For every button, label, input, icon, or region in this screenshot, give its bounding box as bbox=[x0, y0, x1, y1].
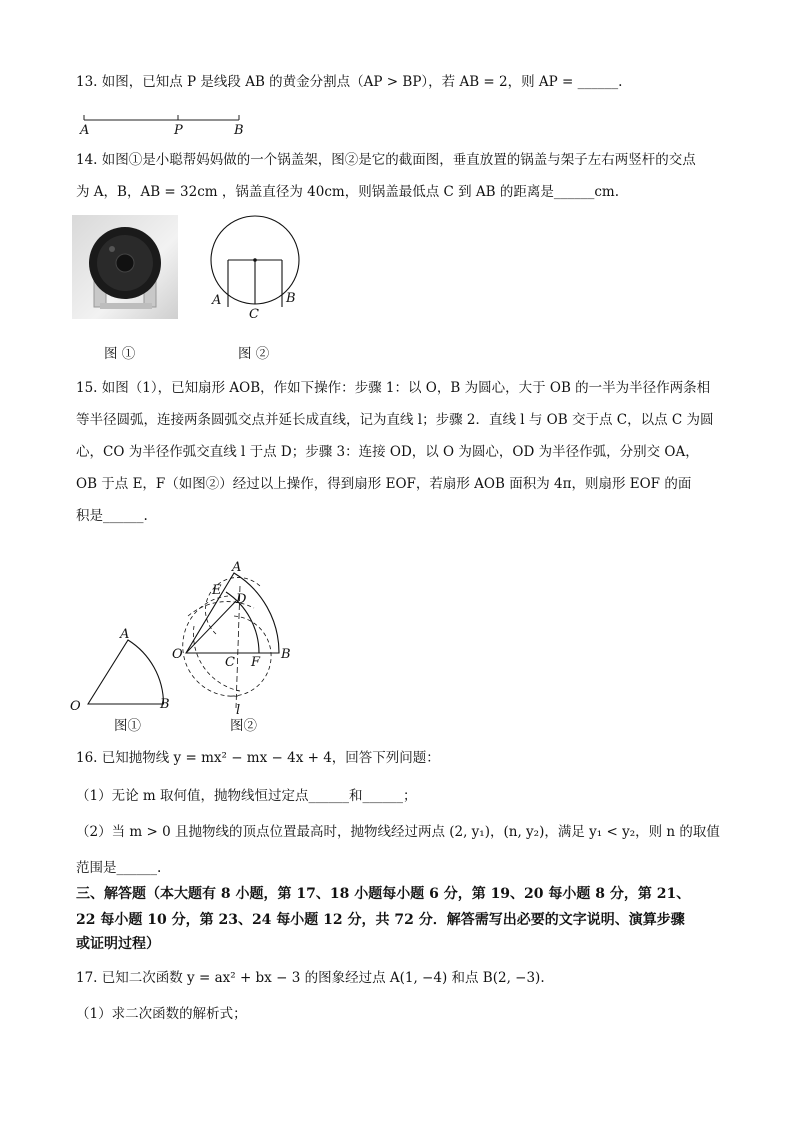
pot-lid-photo-drawing bbox=[72, 215, 178, 319]
q13-label-a: A bbox=[80, 123, 90, 136]
section3-line3: 或证明过程） bbox=[76, 936, 160, 952]
q15-fig2-label-d: D bbox=[236, 592, 247, 607]
q13-label-b: B bbox=[234, 123, 244, 136]
q15-caption-2: 图② bbox=[230, 718, 257, 734]
q15-fig2-label-l: l bbox=[236, 703, 241, 716]
pot-lid-photo bbox=[72, 215, 178, 319]
q15-fig2-label-b: B bbox=[281, 647, 291, 662]
section3-line1: 三、解答题（本大题有 8 小题，第 17、18 小题每小题 6 分，第 19、20 每小题 8 分，第 21、 bbox=[76, 886, 691, 902]
q13-text: 13. 如图，已知点 P 是线段 AB 的黄金分割点（AP > BP），若 AB = 2，则 AP = ______. bbox=[76, 74, 623, 90]
q15-fig2-label-f: F bbox=[251, 655, 261, 670]
q15-sector-figure-2 bbox=[168, 556, 308, 716]
q13-label-p: P bbox=[174, 123, 183, 136]
q15-fig2-label-o: O bbox=[172, 647, 183, 662]
q14-label-a: A bbox=[212, 293, 222, 308]
q15-caption-1: 图① bbox=[114, 718, 141, 734]
q14-caption-2: 图 ② bbox=[238, 346, 270, 362]
q13-segment-figure bbox=[74, 108, 254, 136]
q15-fig2-label-c: C bbox=[225, 655, 235, 670]
q16-line4: 范围是______. bbox=[76, 860, 162, 876]
q14-cross-section-figure bbox=[200, 212, 310, 324]
q14-label-b: B bbox=[286, 291, 296, 306]
q15-line3: 心，CO 为半径作弧交直线 l 于点 D；步骤 3：连接 OD，以 O 为圆心，OD 为半径作弧，分别交 OA， bbox=[76, 444, 699, 460]
q16-line3: （2）当 m > 0 且抛物线的顶点位置最高时，抛物线经过两点 (2, y₁)，(n, y₂)，满足 y₁ < y₂，则 n 的取值 bbox=[76, 824, 720, 840]
q15-fig2-label-a: A bbox=[232, 560, 242, 575]
q14-label-c: C bbox=[249, 307, 259, 322]
q15-fig1-label-a: A bbox=[120, 627, 130, 642]
q14-line2: 为 A，B，AB = 32cm ，锅盖直径为 40cm，则锅盖最低点 C 到 AB 的距离是______cm. bbox=[76, 184, 620, 200]
q14-line1: 14. 如图①是小聪帮妈妈做的一个锅盖架，图②是它的截面图，垂直放置的锅盖与架子左右两竖杆的交点 bbox=[76, 152, 696, 168]
q16-line1: 16. 已知抛物线 y = mx² − mx − 4x + 4，回答下列问题： bbox=[76, 750, 440, 766]
q14-caption-1: 图 ① bbox=[104, 346, 136, 362]
q17-line2: （1）求二次函数的解析式； bbox=[76, 1006, 247, 1022]
q15-sector-figure-1 bbox=[64, 620, 184, 716]
q15-line5: 积是______. bbox=[76, 508, 148, 524]
q15-line4: OB 于点 E，F（如图②）经过以上操作，得到扇形 EOF，若扇形 AOB 面积为 4π，则扇形 EOF 的面 bbox=[76, 476, 692, 492]
q15-fig1-label-o: O bbox=[70, 699, 81, 714]
q15-fig1-label-b: B bbox=[160, 697, 170, 712]
q15-fig2-label-e: E bbox=[212, 583, 222, 598]
section3-line2: 22 每小题 10 分，第 23、24 每小题 12 分，共 72 分．解答需写出必要的文字说明、演算步骤 bbox=[76, 912, 685, 928]
q15-line2: 等半径圆弧，连接两条圆弧交点并延长成直线，记为直线 l；步骤 2．直线 l 与 OB 交于点 C，以点 C 为圆 bbox=[76, 412, 714, 428]
q16-line2: （1）无论 m 取何值，抛物线恒过定点______和______； bbox=[76, 788, 417, 804]
q15-line1: 15. 如图（1），已知扇形 AOB，作如下操作：步骤 1：以 O，B 为圆心，大于 OB 的一半为半径作两条相 bbox=[76, 380, 711, 396]
q17-line1: 17. 已知二次函数 y = ax² + bx − 3 的图象经过点 A(1, −4) 和点 B(2, −3). bbox=[76, 970, 545, 986]
